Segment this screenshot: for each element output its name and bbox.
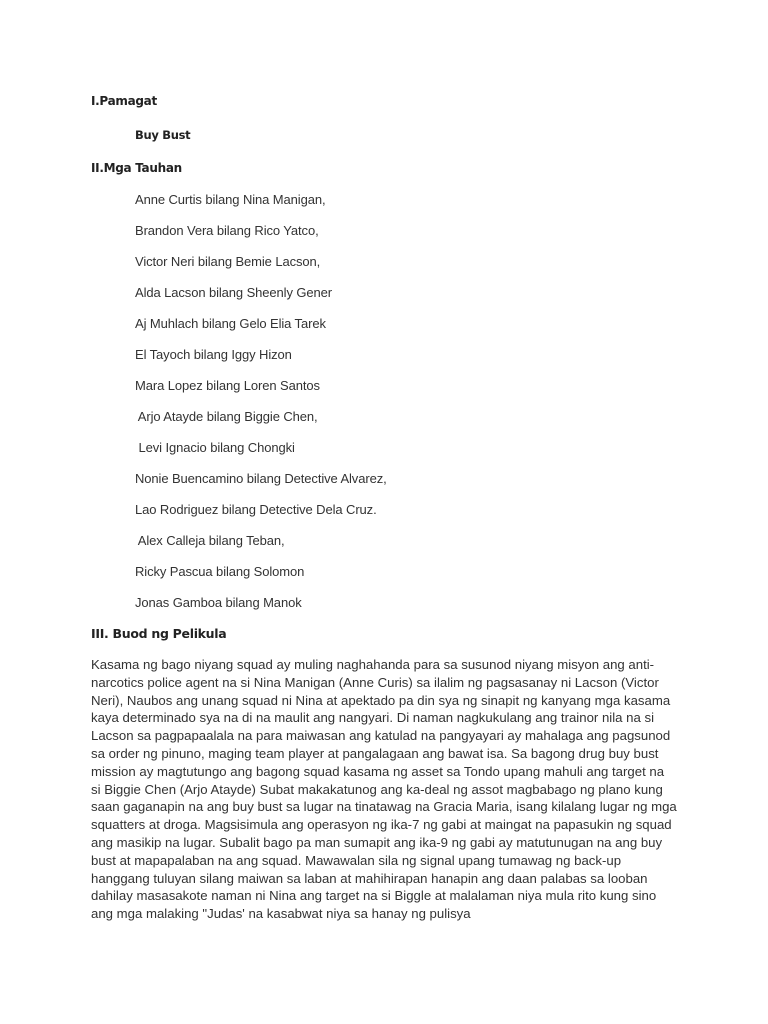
cast-item: Alex Calleja bilang Teban, xyxy=(135,533,285,548)
cast-item: Anne Curtis bilang Nina Manigan, xyxy=(135,192,326,207)
summary-line: Kasama ng bago niyang squad ay muling naghahanda para sa susunod niyang misyon ang anti- xyxy=(91,657,655,672)
summary-line: Lacson sa pagpapaalala na para maiwasan ang katulad na pangyayari ay mahalaga ang pagsunod xyxy=(91,728,671,744)
cast-item: Levi Ignacio bilang Chongki xyxy=(135,440,295,455)
summary-line: hanggang tuluyan silang maiwan sa laban at mahihirapan hanapin ang daan palabas sa looban xyxy=(91,870,648,886)
summary-line: si Biggie Chen (Arjo Atayde) Subat makakatunog ang ka-deal ng assot magbabago ng plano kung xyxy=(91,781,663,797)
summary-line: narcotics police agent na si Nina Manigan (Anne Curis) sa ilalim ng pagsasanay ni Lacson (Victor xyxy=(91,674,659,690)
summary-line: saan gaganapin na ang buy bust sa lugar na tinatawag na Gracia Maria, isang kilalang lugar ng mga xyxy=(91,799,677,815)
cast-item: El Tayoch bilang Iggy Hizon xyxy=(135,347,292,362)
section-heading-buod: III. Buod ng Pelikula xyxy=(91,626,227,641)
summary-line: dahilay masasakote naman ni Nina ang target na si Biggle at malalaman niya mula rito kung sino xyxy=(91,888,657,904)
cast-item: Mara Lopez bilang Loren Santos xyxy=(135,378,320,393)
cast-item: Aj Muhlach bilang Gelo Elia Tarek xyxy=(135,316,326,331)
summary-line: ang masikip na lugar. Subalit bago pa man sumapit ang ika-9 ng gabi ay matutunugan na ang buy xyxy=(91,834,663,850)
cast-item: Nonie Buencamino bilang Detective Alvarez, xyxy=(135,471,387,486)
cast-item: Victor Neri bilang Bemie Lacson, xyxy=(135,254,321,269)
section-heading-pamagat: I.Pamagat xyxy=(91,94,157,108)
cast-item: Lao Rodriguez bilang Detective Dela Cruz. xyxy=(135,502,377,517)
cast-item: Brandon Vera bilang Rico Yatco, xyxy=(135,223,319,238)
cast-list xyxy=(135,193,387,627)
cast-item: Ricky Pascua bilang Solomon xyxy=(135,564,305,579)
summary-paragraph xyxy=(91,656,691,923)
summary-line: sa order ng pinuno, maging team player at pangalagaan ang bawat isa. Sa bagong drug buy bust xyxy=(91,745,659,761)
cast-item: Jonas Gamboa bilang Manok xyxy=(135,595,302,610)
summary-line: kaya determinado sya na di na maulit ang nangyari. Di naman nagkukulang ang trainor nila na si xyxy=(91,710,655,726)
cast-item: Alda Lacson bilang Sheenly Gener xyxy=(135,285,332,300)
summary-line: ang mga malaking "Judas' na kasabwat niya sa hanay ng pulisya xyxy=(91,906,471,922)
summary-line: Neri), Naubos ang unang squad ni Nina at apektado pa din sya ng sinapit ng kanyang mga kasama xyxy=(91,692,671,708)
movie-title: Buy Bust xyxy=(135,128,191,142)
cast-item: Arjo Atayde bilang Biggie Chen, xyxy=(135,409,318,424)
summary-line: mission ay magtutungo ang bagong squad kasama ng asset sa Tondo upang mahuli ang target na xyxy=(91,763,665,779)
summary-line: squatters at droga. Magsisimula ang operasyon ng ika-7 ng gabi at maingat na papasukin ng squad xyxy=(91,817,672,833)
section-heading-mga-tauhan: II.Mga Tauhan xyxy=(91,161,182,175)
summary-line: bust at mapapalaban na ang squad. Mawawalan sila ng signal upang tumawag ng back-up xyxy=(91,852,622,868)
